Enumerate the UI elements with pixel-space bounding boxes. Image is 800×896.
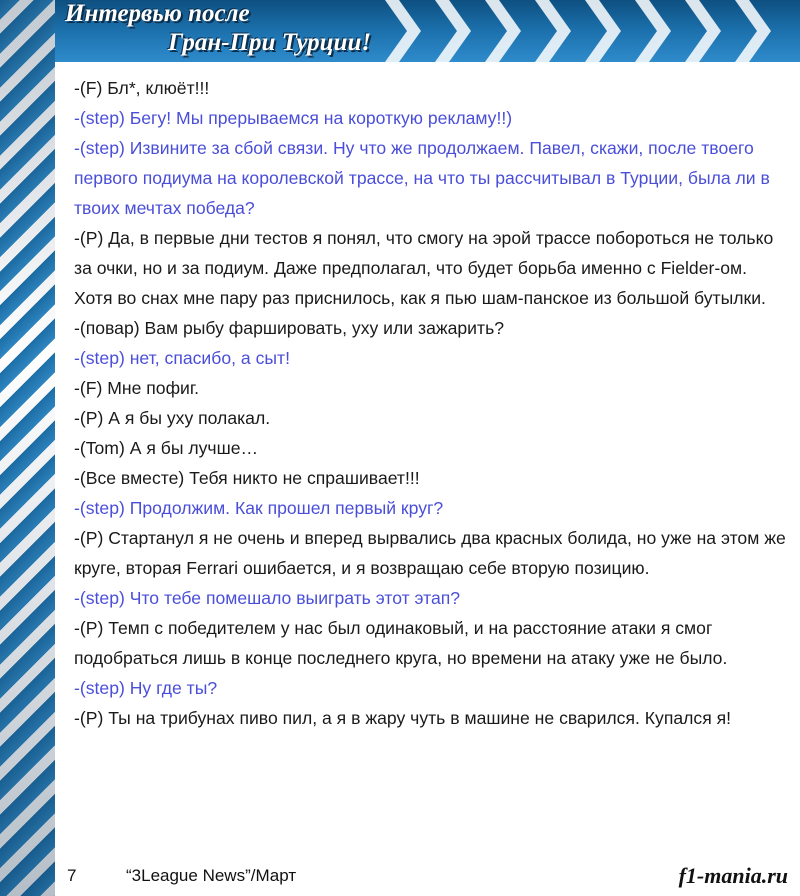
interview-line: -(P) Стартанул я не очень и вперед вырвались два красных болида, но уже на этом же круге, вторая Ferrari ошибается, и я возвращаю себе вторую позицию.: [74, 528, 786, 578]
interview-line: -(P) Ты на трибунах пиво пил, а я в жару чуть в машине не сварился. Купался я!: [74, 708, 732, 728]
header-title-line1: Интервью после: [65, 0, 250, 27]
chevron-decoration: [735, 0, 771, 62]
header-title-line2: Гран-При Турции!: [168, 29, 372, 56]
site-logo: f1-mania.ru: [678, 863, 788, 888]
interview-line: -(step) нет, спасибо, а сыт!: [74, 348, 290, 368]
interview-line: -(F) Бл*, клюёт!!!: [74, 78, 210, 98]
header-banner: [55, 0, 800, 62]
interview-line: -(P) Темп с победителем у нас был одинаковый, и на расстояние атаки я смог подобраться лишь в конце последнего круга, но времени на атаку уже не было.: [74, 618, 728, 668]
interview-line: -(step) Что тебе помешало выиграть этот этап?: [74, 588, 461, 608]
interview-text: [74, 73, 786, 733]
interview-line: -(Tom) А я бы лучше…: [74, 438, 259, 458]
chevron-decoration: [635, 0, 671, 62]
chevron-decoration: [385, 0, 421, 62]
interview-line: -(Все вместе) Тебя никто не спрашивает!!!: [74, 468, 420, 488]
interview-line: -(step) Продолжим. Как прошел первый круг?: [74, 498, 444, 518]
page-number: 7: [67, 866, 77, 885]
chevron-decoration: [485, 0, 521, 62]
interview-line: -(step) Ну где ты?: [74, 678, 218, 698]
left-decorative-stripe: [0, 0, 55, 896]
chevron-decoration: [685, 0, 721, 62]
interview-line: -(step) Бегу! Мы прерываемся на короткую рекламу!!): [74, 108, 513, 128]
interview-line: -(P) А я бы уху полакал.: [74, 408, 271, 428]
interview-line: -(повар) Вам рыбу фаршировать, уху или зажарить?: [74, 318, 505, 338]
issue-label: “3League News”/Март: [126, 866, 297, 885]
interview-line: -(step) Извините за сбой связи. Ну что же продолжаем. Павел, скажи, после твоего первого подиума на королевской трассе, на что ты рассчитывал в Турции, была ли в твоих мечтах победа?: [74, 138, 770, 218]
interview-line: -(P) Да, в первые дни тестов я понял, что смогу на эрой трассе побороться не только за очки, но и за подиум. Даже предполагал, что будет борьба именно с Fielder-ом. Хотя во снах мне пару раз приснилось, как я пью шам-панское из большой бутылки.: [74, 228, 774, 308]
chevron-decoration: [585, 0, 621, 62]
chevron-decoration: [435, 0, 471, 62]
interview-line: -(F) Мне пофиг.: [74, 378, 200, 398]
chevron-decoration: [535, 0, 571, 62]
